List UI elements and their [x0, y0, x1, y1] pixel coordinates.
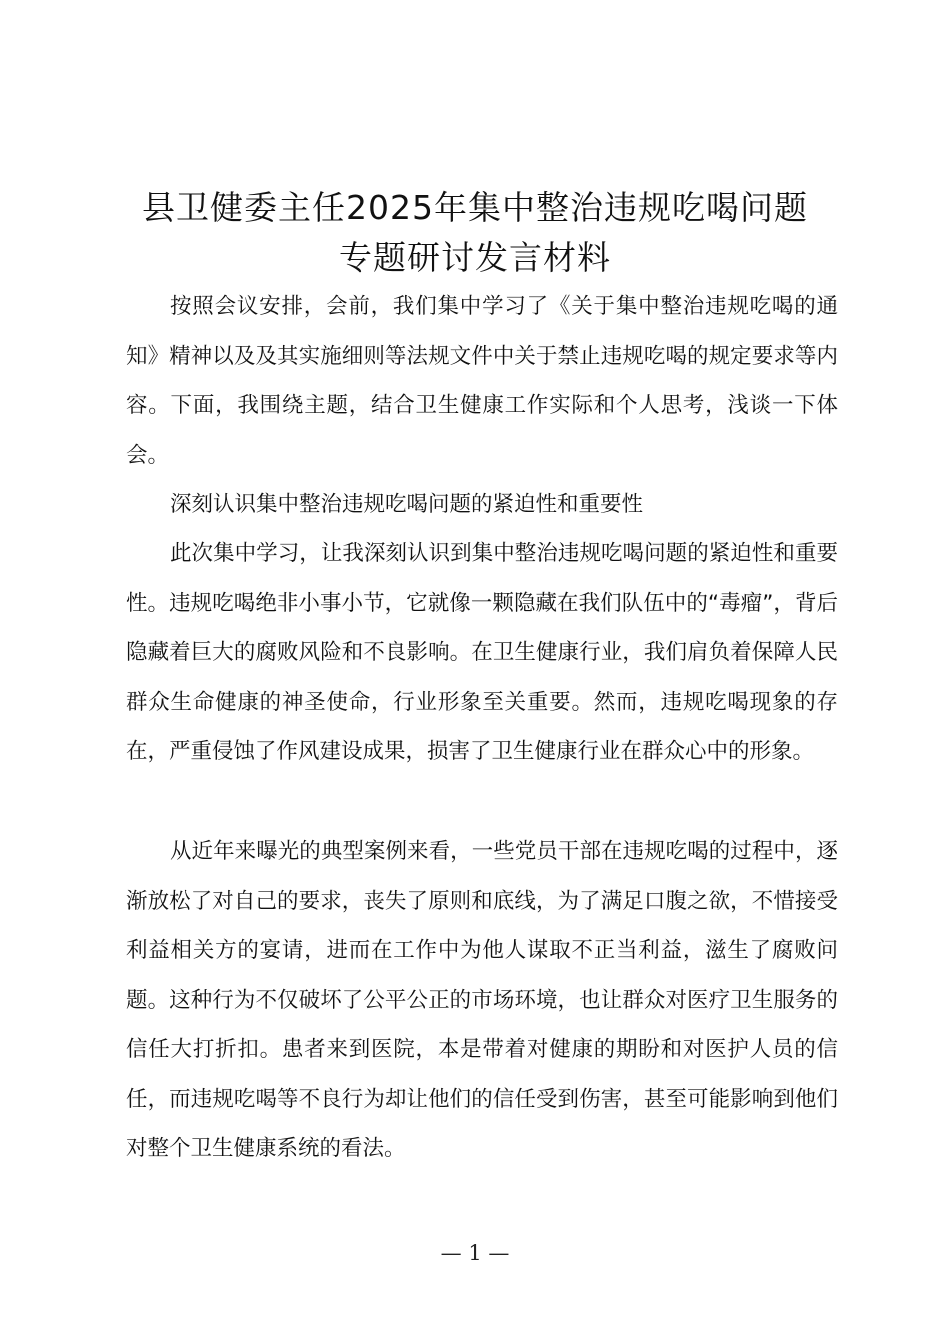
page-number: — 1 — — [440, 1241, 510, 1265]
document-title-line1: 县卫健委主任2025年集中整治违规吃喝问题 — [142, 188, 808, 227]
document-title-line2: 专题研讨发言材料 — [339, 238, 611, 277]
section-heading: 深刻认识集中整治违规吃喝问题的紧迫性和重要性 — [170, 492, 644, 517]
paragraph-cases: 从近年来曝光的典型案例来看，一些党员干部在违规吃喝的过程中，逐渐放松了对自己的要求，丧失了原则和底线，为了满足口腹之欲，不惜接受利益相关方的宴请，进而在工作中为他人谋取不正当利益，滋生了腐败问题。这种行为不仅破坏了公平公正的市场环境，也让群众对医疗卫生服务的信任大打折扣。患者来到医院，本是带着对健康的期盼和对医护人员的信任，而违规吃喝等不良行为却让他们的信任受到伤害，甚至可能影响到他们对整个卫生健康系统的看法。 — [126, 839, 838, 1161]
paragraph-intro: 按照会议安排，会前，我们集中学习了《关于集中整治违规吃喝的通知》精神以及及其实施细则等法规文件中关于禁止违规吃喝的规定要求等内容。下面，我围绕主题，结合卫生健康工作实际和个人思考，浅谈一下体会。 — [126, 294, 838, 468]
paragraph-urgency: 此次集中学习，让我深刻认识到集中整治违规吃喝问题的紧迫性和重要性。违规吃喝绝非小事小节，它就像一颗隐藏在我们队伍中的“毒瘤”，背后隐藏着巨大的腐败风险和不良影响。在卫生健康行业，我们肩负着保障人民群众生命健康的神圣使命，行业形象至关重要。然而，违规吃喝现象的存在，严重侵蚀了作风建设成果，损害了卫生健康行业在群众心中的形象。 — [126, 541, 838, 764]
